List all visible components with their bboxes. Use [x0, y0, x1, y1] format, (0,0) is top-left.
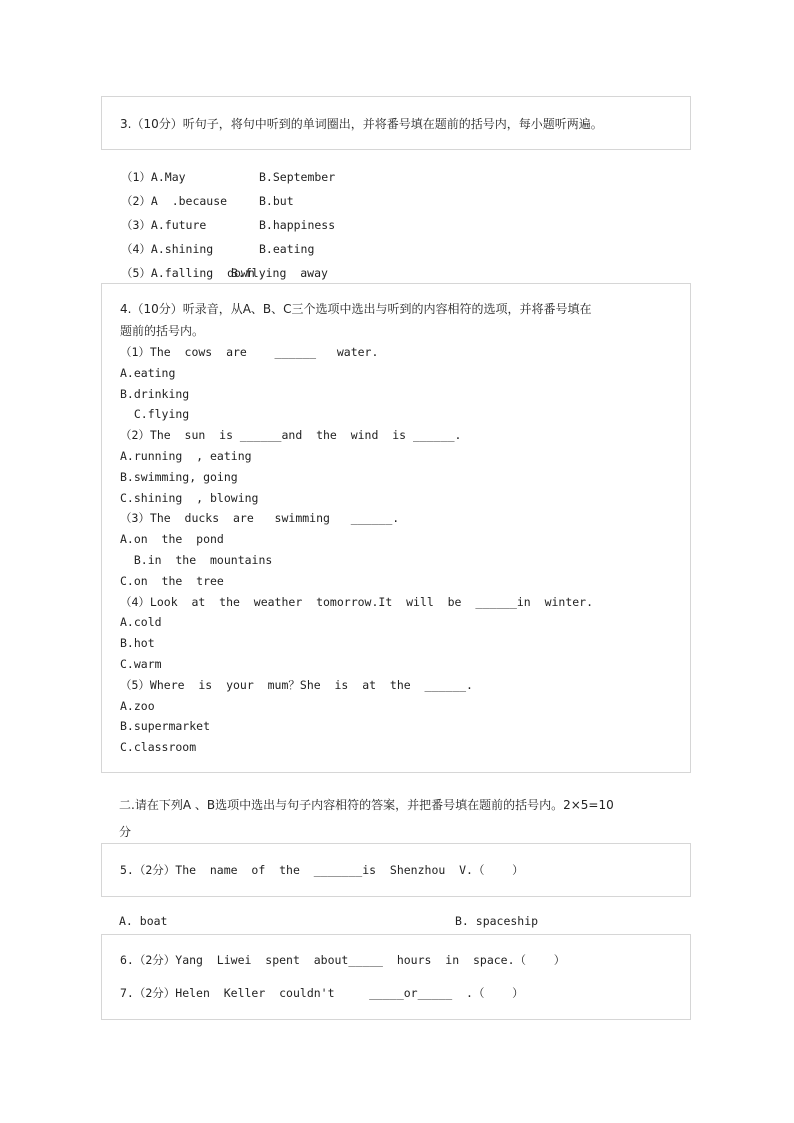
q3-item-2-b: B.but	[259, 194, 294, 208]
q4-line: （5）Where is your mum？She is at the ______.	[120, 677, 473, 692]
q3-item-3-b: B.happiness	[259, 218, 336, 232]
q4-line: B.supermarket	[120, 719, 211, 734]
q3-item-3-a: （3）A.future	[121, 218, 207, 232]
q4-line: B.swimming, going	[120, 469, 238, 484]
q4-line: A.running , eating	[120, 449, 252, 463]
q4-line: （4）Look at the weather tomorrow.It will be ______in winter.	[120, 594, 594, 609]
q4-box	[101, 283, 691, 773]
q5-box	[101, 843, 691, 897]
q4-line: A.zoo	[120, 698, 155, 713]
q3-header: 3.（10分）听句子，将句中听到的单词圈出，并将番号填在题前的括号内，每小题听两遍。	[120, 117, 603, 131]
q4-line: C.classroom	[120, 740, 197, 755]
q5-text: 5.（2分）The name of the _______is Shenzhou V.（ ）	[120, 863, 524, 877]
q5-option-b: B. spaceship	[455, 914, 539, 928]
q4-line: C.shining , blowing	[120, 490, 259, 505]
q4-line: （3）The ducks are swimming ______.	[120, 511, 400, 526]
q7-text: 7.（2分）Helen Keller couldn't _____or_____ .（ ）	[120, 986, 524, 1000]
q5-option-a: A. boat	[119, 914, 168, 928]
section2-title-line2: 分	[119, 825, 132, 839]
q4-line: （2）The sun is ______and the wind is ______.	[120, 428, 462, 443]
q4-line: A.cold	[120, 615, 162, 630]
q4-line: B.in the mountains	[120, 553, 273, 567]
q3-item-5-b: B.flying away	[231, 266, 328, 280]
q3-item-4-a: （4）A.shining	[121, 242, 214, 256]
q3-header-box	[101, 96, 691, 150]
q4-line: C.warm	[120, 657, 162, 671]
q3-item-2-a: （2）A .because	[121, 194, 228, 208]
q6-text: 6.（2分）Yang Liwei spent about_____ hours in space.（ ）	[120, 953, 566, 967]
q4-line: A.eating	[120, 365, 176, 380]
q3-item-1-a: （1）A.May	[121, 170, 186, 184]
q4-header-line2: 题前的括号内。	[120, 324, 205, 338]
q4-line: A.on the pond	[120, 532, 224, 547]
q4-header-line1: 4.（10分）听录音，从A、B、C三个选项中选出与听到的内容相符的选项，并将番号填在	[120, 302, 592, 316]
q3-item-1-b: B.September	[259, 170, 336, 184]
q6-q7-box	[101, 934, 691, 1020]
section2-title-line1: 二.请在下列A 、B选项中选出与句子内容相符的答案，并把番号填在题前的括号内。2×5=10	[119, 798, 614, 812]
q3-item-4-b: B.eating	[259, 242, 315, 256]
q4-line: C.flying	[120, 407, 190, 422]
q4-line: B.drinking	[120, 386, 190, 401]
q3-item-5-a: （5）A.falling down	[121, 266, 255, 280]
q4-line: （1）The cows are ______ water.	[120, 345, 379, 359]
q4-line: C.on the tree	[120, 573, 224, 588]
q4-line: B.hot	[120, 636, 155, 651]
